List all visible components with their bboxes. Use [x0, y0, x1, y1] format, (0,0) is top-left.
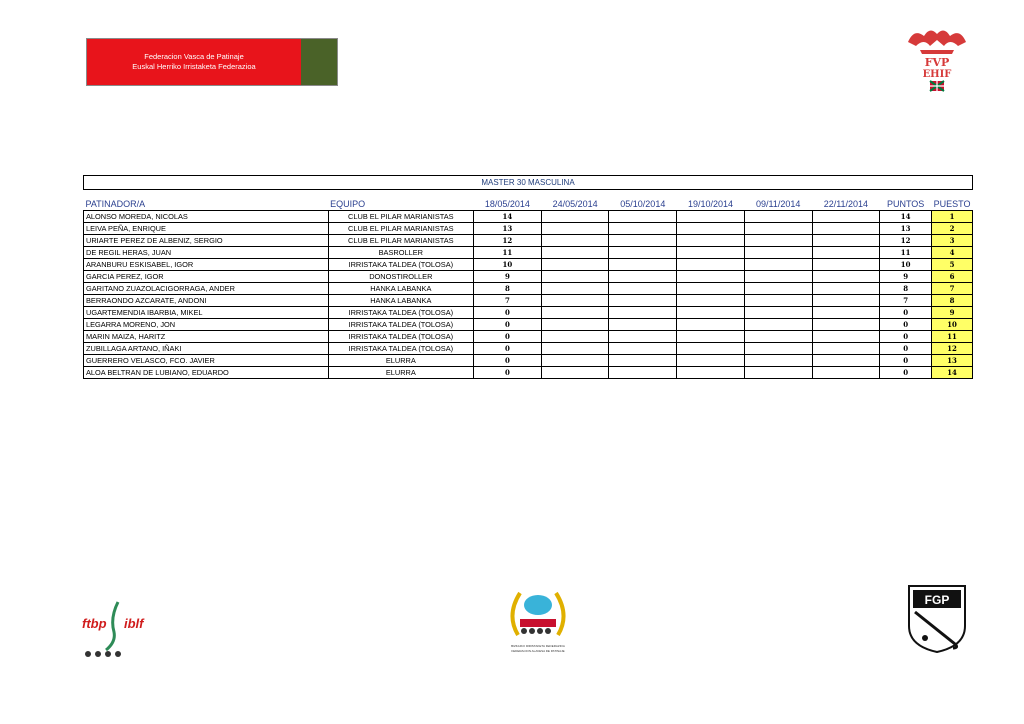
cell-result-5	[744, 235, 812, 247]
cell-puesto: 7	[932, 283, 973, 295]
cell-puntos: 0	[880, 367, 932, 379]
cell-result-6	[812, 295, 880, 307]
col-header-date-4: 19/10/2014	[677, 198, 745, 211]
col-header-date-1: 18/05/2014	[474, 198, 542, 211]
skate-federation-logo	[498, 585, 578, 659]
cell-result-4	[677, 331, 745, 343]
col-header-puesto: PUESTO	[932, 198, 973, 211]
cell-result-4	[677, 247, 745, 259]
cell-result-1: 0	[474, 355, 542, 367]
cell-result-3	[609, 295, 677, 307]
table-title-row	[84, 176, 973, 190]
cell-equipo: HANKA LABANKA	[328, 295, 473, 307]
cell-result-3	[609, 367, 677, 379]
ftbp-iblf-logo	[80, 598, 170, 660]
table-row	[84, 355, 973, 367]
col-header-date-6: 22/11/2014	[812, 198, 880, 211]
cell-result-6	[812, 247, 880, 259]
cell-patinador: DE REGIL HERAS, JUAN	[84, 247, 329, 259]
cell-result-2	[541, 331, 609, 343]
cell-result-1: 8	[474, 283, 542, 295]
cell-result-4	[677, 355, 745, 367]
cell-result-4	[677, 295, 745, 307]
table-row	[84, 343, 973, 355]
cell-equipo: BASROLLER	[328, 247, 473, 259]
cell-result-3	[609, 259, 677, 271]
cell-puesto: 3	[932, 235, 973, 247]
cell-patinador: GARITANO ZUAZOLACIGORRAGA, ANDER	[84, 283, 329, 295]
fvp-ehif-logo	[900, 24, 974, 98]
table-row	[84, 259, 973, 271]
cell-result-4	[677, 211, 745, 223]
cell-result-2	[541, 307, 609, 319]
cell-result-6	[812, 367, 880, 379]
cell-result-3	[609, 355, 677, 367]
cell-result-4	[677, 259, 745, 271]
cell-equipo: IRRISTAKA TALDEA (TOLOSA)	[328, 319, 473, 331]
cell-result-4	[677, 235, 745, 247]
table-row	[84, 235, 973, 247]
table-row	[84, 295, 973, 307]
cell-result-4	[677, 223, 745, 235]
federation-name-eu: Euskal Herriko Irristaketa Federazioa	[132, 62, 256, 71]
cell-patinador: MARIN MAIZA, HARITZ	[84, 331, 329, 343]
cell-result-5	[744, 259, 812, 271]
cell-puntos: 11	[880, 247, 932, 259]
cell-result-2	[541, 259, 609, 271]
cell-result-1: 13	[474, 223, 542, 235]
cell-result-6	[812, 283, 880, 295]
category-title: MASTER 30 MASCULINA	[84, 176, 973, 190]
cell-result-5	[744, 355, 812, 367]
cell-patinador: GARCIA PEREZ, IGOR	[84, 271, 329, 283]
cell-result-3	[609, 223, 677, 235]
table-header-row	[84, 198, 973, 211]
cell-patinador: URIARTE PEREZ DE ALBENIZ, SERGIO	[84, 235, 329, 247]
cell-equipo: IRRISTAKA TALDEA (TOLOSA)	[328, 331, 473, 343]
cell-puntos: 0	[880, 355, 932, 367]
cell-result-3	[609, 211, 677, 223]
cell-result-1: 11	[474, 247, 542, 259]
logo-text-ftbp: ftbp	[82, 616, 107, 631]
cell-patinador: BERRAONDO AZCARATE, ANDONI	[84, 295, 329, 307]
cell-patinador: ALOA BELTRAN DE LUBIANO, EDUARDO	[84, 367, 329, 379]
cell-result-1: 0	[474, 319, 542, 331]
cell-puesto: 11	[932, 331, 973, 343]
cell-result-1: 10	[474, 259, 542, 271]
table-row	[84, 331, 973, 343]
cell-result-6	[812, 235, 880, 247]
cell-result-6	[812, 223, 880, 235]
cell-result-2	[541, 211, 609, 223]
cell-result-6	[812, 307, 880, 319]
logo-text-ehif: EHIF	[922, 69, 952, 80]
logo-caption-1: BIZKAIKO IRRISTAKETA FEDERAZIOA	[511, 644, 565, 648]
table-row	[84, 211, 973, 223]
cell-puntos: 7	[880, 295, 932, 307]
cell-result-4	[677, 271, 745, 283]
logo-text-fgp: FGP	[924, 593, 950, 607]
cell-result-1: 0	[474, 331, 542, 343]
cell-puntos: 9	[880, 271, 932, 283]
cell-result-5	[744, 343, 812, 355]
cell-result-3	[609, 319, 677, 331]
cell-patinador: ALONSO MOREDA, NICOLAS	[84, 211, 329, 223]
cell-puesto: 9	[932, 307, 973, 319]
cell-puntos: 12	[880, 235, 932, 247]
cell-result-4	[677, 319, 745, 331]
col-header-date-5: 09/11/2014	[744, 198, 812, 211]
cell-result-2	[541, 271, 609, 283]
cell-result-1: 14	[474, 211, 542, 223]
cell-patinador: UGARTEMENDIA IBARBIA, MIKEL	[84, 307, 329, 319]
cell-puntos: 8	[880, 283, 932, 295]
table-row	[84, 271, 973, 283]
cell-puesto: 6	[932, 271, 973, 283]
cell-result-5	[744, 271, 812, 283]
federation-name-block	[87, 39, 301, 85]
cell-equipo: ELURRA	[328, 355, 473, 367]
cell-result-6	[812, 319, 880, 331]
cell-result-2	[541, 367, 609, 379]
cell-result-4	[677, 307, 745, 319]
cell-result-2	[541, 343, 609, 355]
cell-patinador: ZUBILLAGA ARTANO, IÑAKI	[84, 343, 329, 355]
cell-result-3	[609, 331, 677, 343]
cell-result-6	[812, 331, 880, 343]
fgp-logo	[905, 582, 969, 654]
table-row	[84, 307, 973, 319]
cell-result-1: 12	[474, 235, 542, 247]
cell-puesto: 10	[932, 319, 973, 331]
cell-result-6	[812, 211, 880, 223]
col-header-date-2: 24/05/2014	[541, 198, 609, 211]
federation-header	[86, 38, 338, 86]
cell-patinador: ARANBURU ESKISABEL, IGOR	[84, 259, 329, 271]
cell-result-1: 7	[474, 295, 542, 307]
cell-equipo: HANKA LABANKA	[328, 283, 473, 295]
col-header-date-3: 05/10/2014	[609, 198, 677, 211]
cell-result-5	[744, 247, 812, 259]
table-row	[84, 223, 973, 235]
cell-puesto: 2	[932, 223, 973, 235]
cell-patinador: LEGARRA MORENO, JON	[84, 319, 329, 331]
cell-result-2	[541, 295, 609, 307]
cell-result-2	[541, 235, 609, 247]
cell-result-5	[744, 295, 812, 307]
cell-puesto: 14	[932, 367, 973, 379]
cell-puesto: 8	[932, 295, 973, 307]
cell-result-3	[609, 307, 677, 319]
cell-result-3	[609, 247, 677, 259]
table-row	[84, 247, 973, 259]
cell-equipo: CLUB EL PILAR MARIANISTAS	[328, 223, 473, 235]
cell-equipo: IRRISTAKA TALDEA (TOLOSA)	[328, 259, 473, 271]
cell-result-6	[812, 355, 880, 367]
cell-result-5	[744, 367, 812, 379]
cell-result-6	[812, 271, 880, 283]
cell-result-4	[677, 343, 745, 355]
cell-puesto: 12	[932, 343, 973, 355]
cell-equipo: IRRISTAKA TALDEA (TOLOSA)	[328, 307, 473, 319]
col-header-patinador: PATINADOR/A	[84, 198, 329, 211]
cell-puesto: 5	[932, 259, 973, 271]
cell-puntos: 0	[880, 307, 932, 319]
cell-result-5	[744, 223, 812, 235]
cell-puesto: 1	[932, 211, 973, 223]
cell-result-5	[744, 211, 812, 223]
cell-result-2	[541, 247, 609, 259]
cell-patinador: GUERRERO VELASCO, FCO. JAVIER	[84, 355, 329, 367]
logo-text-iblf: iblf	[124, 616, 144, 631]
cell-puntos: 0	[880, 331, 932, 343]
cell-result-1: 9	[474, 271, 542, 283]
cell-puntos: 13	[880, 223, 932, 235]
table-row	[84, 283, 973, 295]
cell-result-4	[677, 367, 745, 379]
cell-puesto: 13	[932, 355, 973, 367]
cell-result-5	[744, 331, 812, 343]
cell-result-3	[609, 283, 677, 295]
cell-equipo: ELURRA	[328, 367, 473, 379]
logo-caption-2: FEDERACION ALAVESA DE PATINAJE	[511, 649, 565, 653]
ranking-table	[83, 175, 973, 379]
cell-puntos: 10	[880, 259, 932, 271]
cell-result-6	[812, 343, 880, 355]
cell-result-6	[812, 259, 880, 271]
cell-result-3	[609, 343, 677, 355]
cell-equipo: IRRISTAKA TALDEA (TOLOSA)	[328, 343, 473, 355]
cell-puntos: 14	[880, 211, 932, 223]
header-green-block	[301, 39, 337, 85]
col-header-puntos: PUNTOS	[880, 198, 932, 211]
cell-result-5	[744, 307, 812, 319]
cell-puntos: 0	[880, 319, 932, 331]
cell-result-2	[541, 319, 609, 331]
cell-result-1: 0	[474, 367, 542, 379]
cell-result-4	[677, 283, 745, 295]
table-row	[84, 319, 973, 331]
cell-result-5	[744, 283, 812, 295]
cell-result-3	[609, 271, 677, 283]
cell-result-1: 0	[474, 343, 542, 355]
cell-result-2	[541, 355, 609, 367]
cell-puesto: 4	[932, 247, 973, 259]
cell-result-2	[541, 283, 609, 295]
cell-equipo: CLUB EL PILAR MARIANISTAS	[328, 211, 473, 223]
logo-text-fvp: FVP	[924, 56, 950, 69]
cell-puntos: 0	[880, 343, 932, 355]
cell-result-2	[541, 223, 609, 235]
cell-result-3	[609, 235, 677, 247]
cell-result-5	[744, 319, 812, 331]
cell-patinador: LEIVA PEÑA, ENRIQUE	[84, 223, 329, 235]
federation-name-es: Federacion Vasca de Patinaje	[144, 52, 244, 61]
col-header-equipo: EQUIPO	[328, 198, 473, 211]
table-row	[84, 367, 973, 379]
cell-result-1: 0	[474, 307, 542, 319]
cell-equipo: CLUB EL PILAR MARIANISTAS	[328, 235, 473, 247]
cell-equipo: DONOSTIROLLER	[328, 271, 473, 283]
